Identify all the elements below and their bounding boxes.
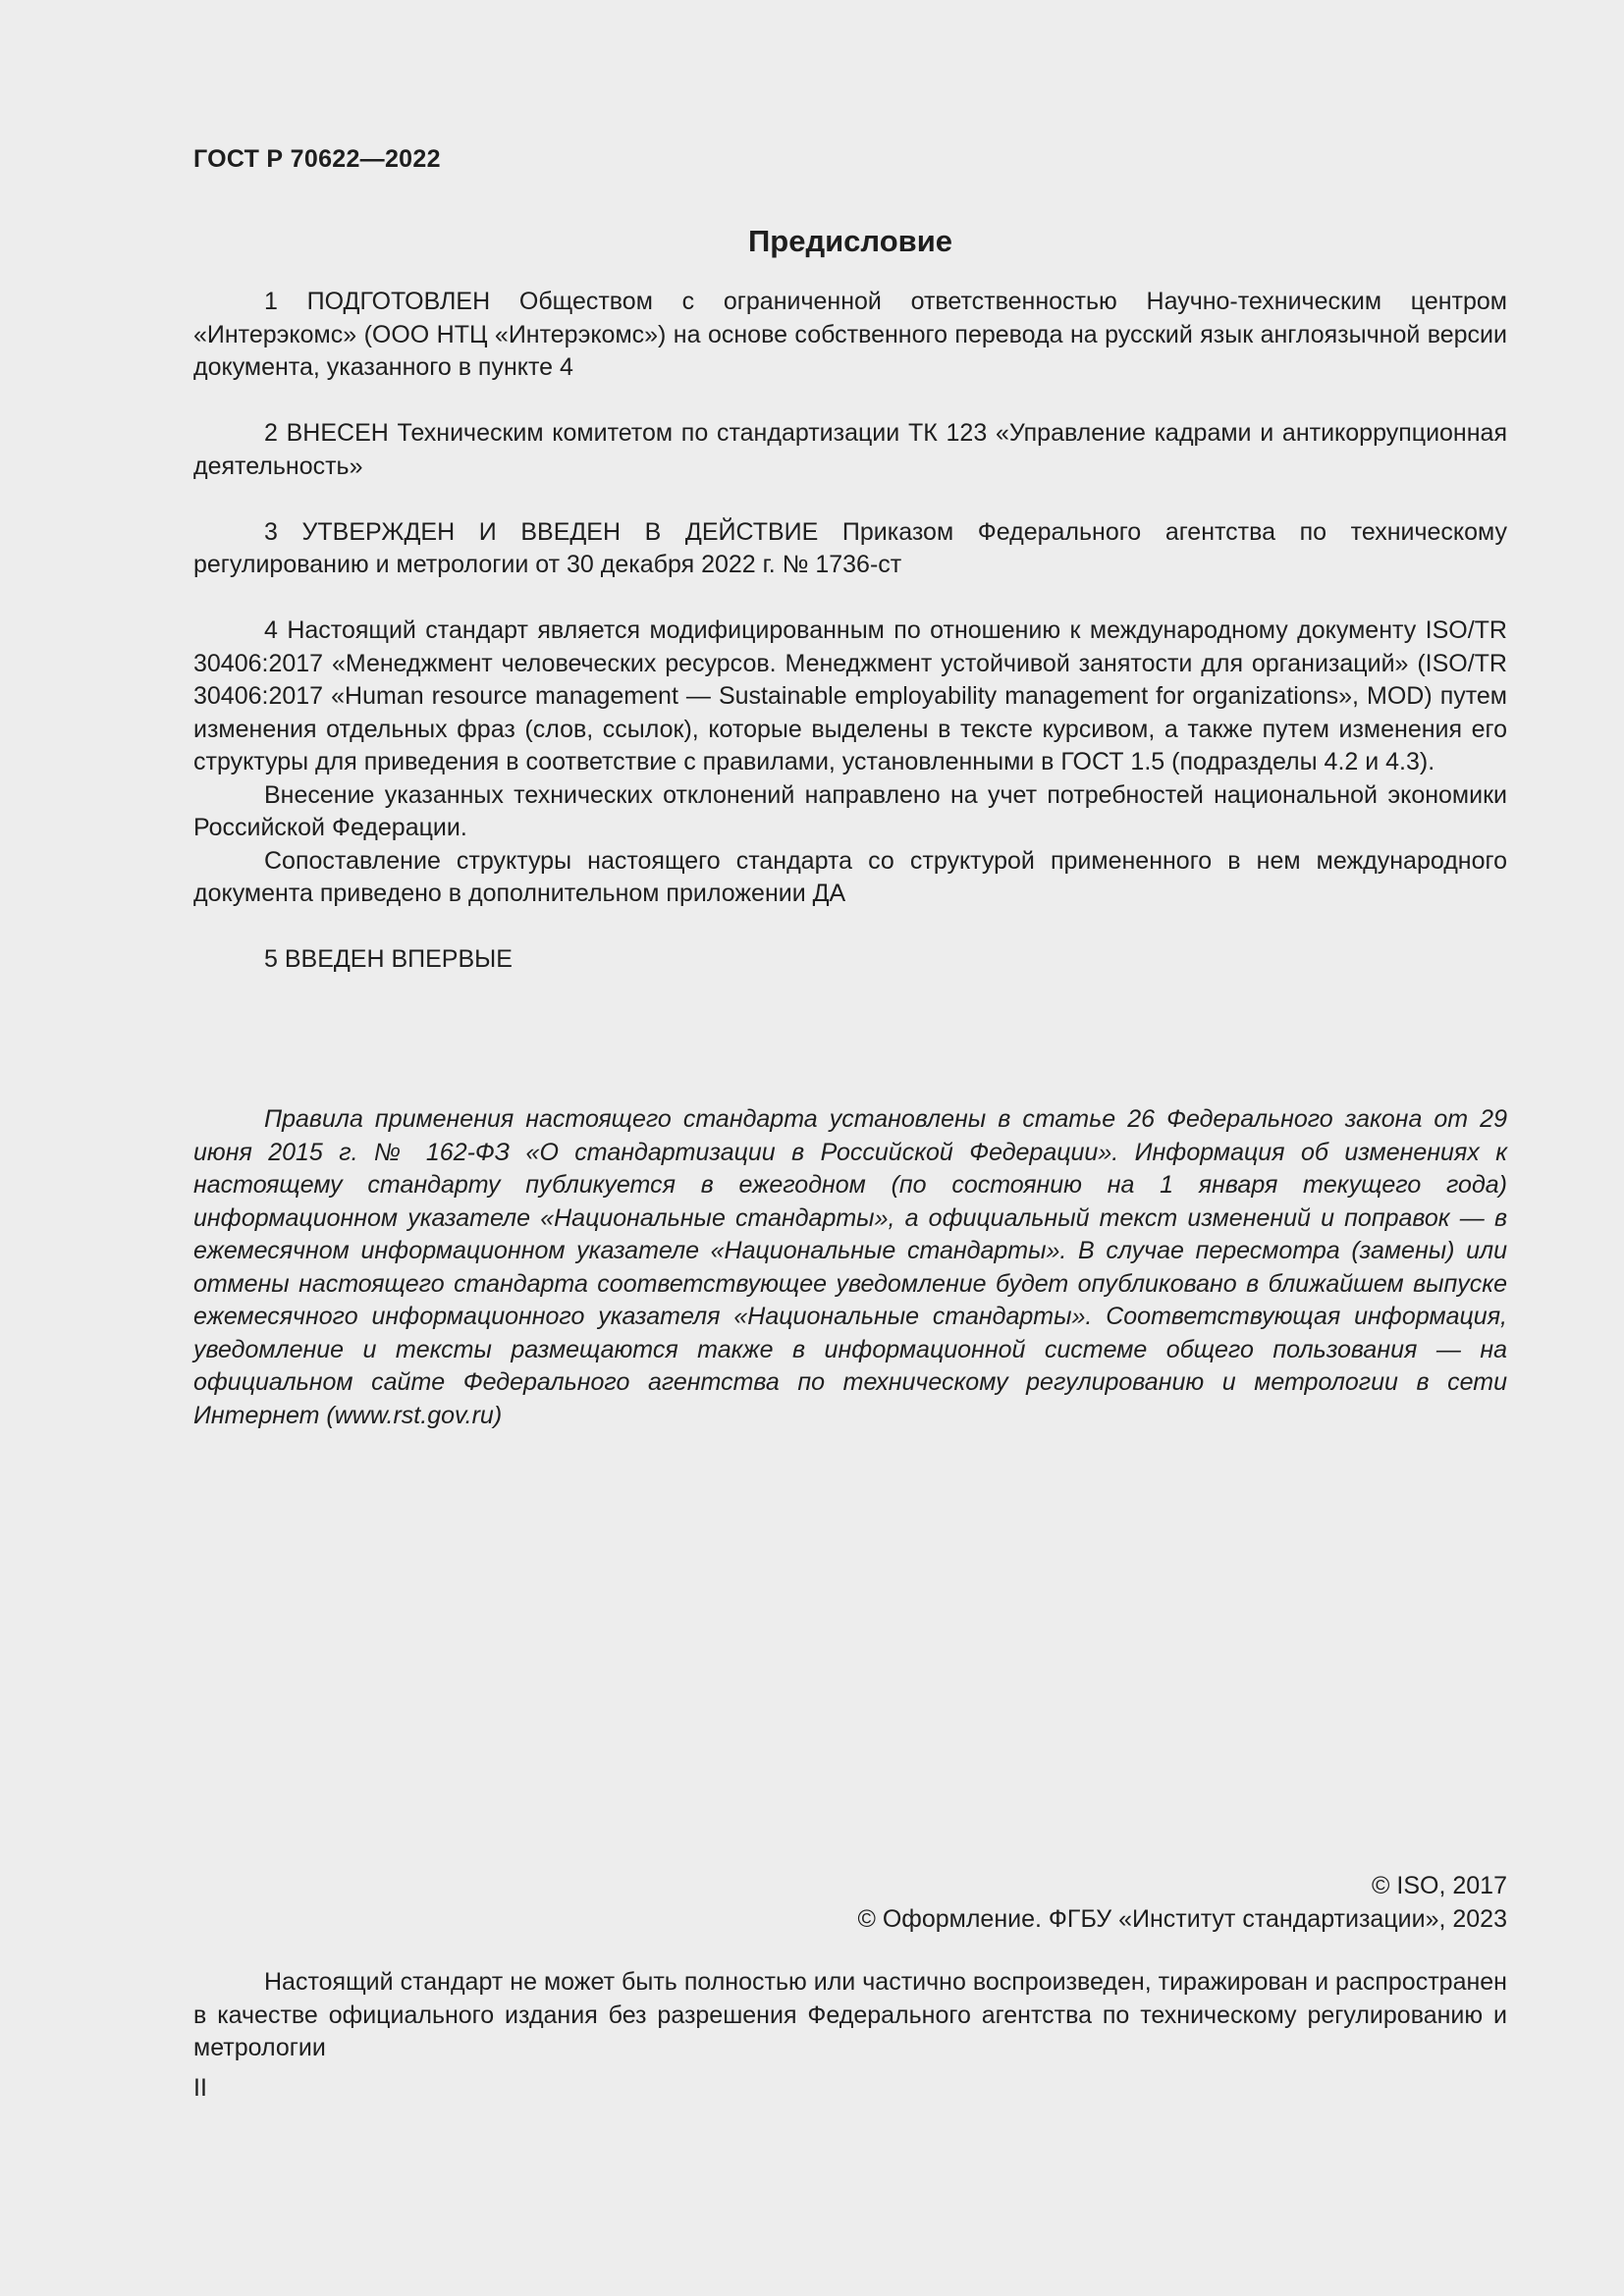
foreword-body (193, 286, 1507, 977)
application-rules-notice: Правила применения настоящего стандарта установлены в статье 26 Федерального закона от 29 июня 2015 г. № 162-ФЗ «О стандартизации в Российской Федерации». Информация об изменениях к настоящему стандарту публикуется в ежегодном (по состоянию на 1 января текущего года) информационном указателе «Национальные стандарты», а официальный текст изменений и поправок — в ежемесячном информационном указателе «Национальные стандарты». В случае пересмотра (замены) или отмены настоящего стандарта соответствующее уведомление будет опубликовано в ближайшем выпуске ежемесячного информационного указателя «Национальные стандарты». Соответствующая информация, уведомление и тексты размещаются также в информационной системе общего пользования — на официальном сайте Федерального агентства по техническому регулированию и метрологии в сети Интернет (www.rst.gov.ru) (193, 1105, 1507, 1429)
foreword-item-modification: 4 Настоящий стандарт является модифицированным по отношению к международному документу ISO/TR 30406:2017 «Менеджмент человеческих ресурсов. Менеджмент устойчивой занятости для организаций» (ISO/TR 30406:2017 «Human resource management — Sustainable employability management for organizations», MOD) путем изменения отдельных фраз (слов, ссылок), которые выделены в тексте курсивом, а также путем изменения его структуры для приведения в соответствие с правилами, установленными в ГОСТ 1.5 (подразделы 4.2 и 4.3). (193, 616, 1507, 775)
foreword-item-deviations: Внесение указанных технических отклонений направлено на учет потребностей национальной экономики Российской Федерации. (193, 780, 1507, 841)
foreword-item-comparison: Сопоставление структуры настоящего стандарта со структурой примененного в нем международного документа приведено в дополнительном приложении ДА (193, 846, 1507, 907)
copyright-iso: © ISO, 2017 (1372, 1872, 1507, 1899)
document-identifier: ГОСТ Р 70622—2022 (193, 145, 441, 173)
document-page (193, 0, 1507, 2296)
copyright-design: © Оформление. ФГБУ «Институт стандартизации», 2023 (857, 1905, 1507, 1933)
page-number: II (193, 2074, 207, 2102)
reproduction-restriction: Настоящий стандарт не может быть полностью или частично воспроизведен, тиражирован и распространен в качестве официального издания без разрешения Федерального агентства по техническому регулированию и метрологии (193, 1968, 1507, 2061)
copyright-block (857, 1869, 1507, 1936)
foreword-item-prepared: 1 ПОДГОТОВЛЕН Обществом с ограниченной ответственностью Научно-техническим центром «Интерэкомс» (ООО НТЦ «Интерэкомс») на основе собственного перевода на русский язык англоязычной версии документа, указанного в пункте 4 (193, 288, 1507, 381)
foreword-item-approved: 3 УТВЕРЖДЕН И ВВЕДЕН В ДЕЙСТВИЕ Приказом Федерального агентства по техническому регулированию и метрологии от 30 декабря 2022 г. № 1736-ст (193, 517, 1507, 578)
page-title: Предисловие (747, 224, 952, 258)
foreword-item-first-introduced: 5 ВВЕДЕН ВПЕРВЫЕ (264, 945, 513, 973)
foreword-item-submitted: 2 ВНЕСЕН Техническим комитетом по стандартизации ТК 123 «Управление кадрами и антикоррупционная деятельность» (193, 419, 1507, 480)
